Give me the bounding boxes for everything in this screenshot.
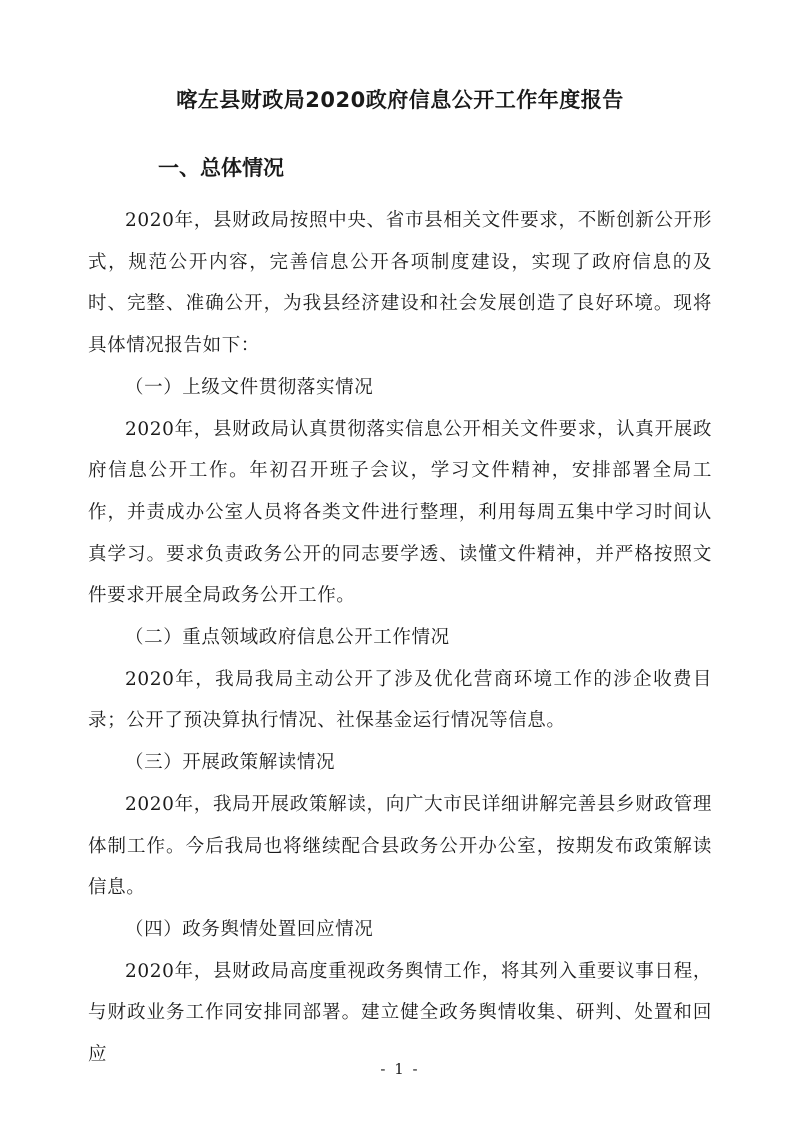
document-title: 喀左县财政局2020政府信息公开工作年度报告 (176, 88, 624, 112)
subheading-2: （二）重点领域政府信息公开工作情况 (125, 627, 450, 649)
paragraph-intro: 2020年，县财政局按照中央、省市县相关文件要求，不断创新公开形式，规范公开内容，完善信息公开各项制度建设，实现了政府信息的及时、完整、准确公开，为我县经济建设和社会发展创造了良好环境。现将具体情况报告如下： (88, 210, 712, 357)
paragraph-1: 2020年，县财政局认真贯彻落实信息公开相关文件要求，认真开展政府信息公开工作。年初召开班子会议，学习文件精神，安排部署全局工作，并责成办公室人员将各类文件进行整理，利用每周五集中学习时间认真学习。要求负责政务公开的同志要学透、读懂文件精神，并严格按照文件要求开展全局政务公开工作。 (88, 418, 712, 607)
document-body (88, 200, 712, 1076)
paragraph-2: 2020年，我局我局主动公开了涉及优化营商环境工作的涉企收费目录；公开了预决算执行情况、社保基金运行情况等信息。 (88, 668, 712, 732)
page-number: - 1 - (380, 1060, 420, 1078)
paragraph-4: 2020年，县财政局高度重视政务舆情工作，将其列入重要议事日程，与财政业务工作同安排同部署。建立健全政务舆情收集、研判、处置和回应 (88, 960, 712, 1066)
subheading-4: （四）政务舆情处置回应情况 (125, 918, 374, 940)
subheading-1: （一）上级文件贯彻落实情况 (125, 376, 374, 398)
subheading-3: （三）开展政策解读情况 (125, 752, 336, 774)
section-heading: 一、总体情况 (158, 156, 284, 180)
paragraph-3: 2020年，我局开展政策解读，向广大市民详细讲解完善县乡财政管理体制工作。今后我局也将继续配合县政务公开办公室，按期发布政策解读信息。 (88, 793, 712, 899)
